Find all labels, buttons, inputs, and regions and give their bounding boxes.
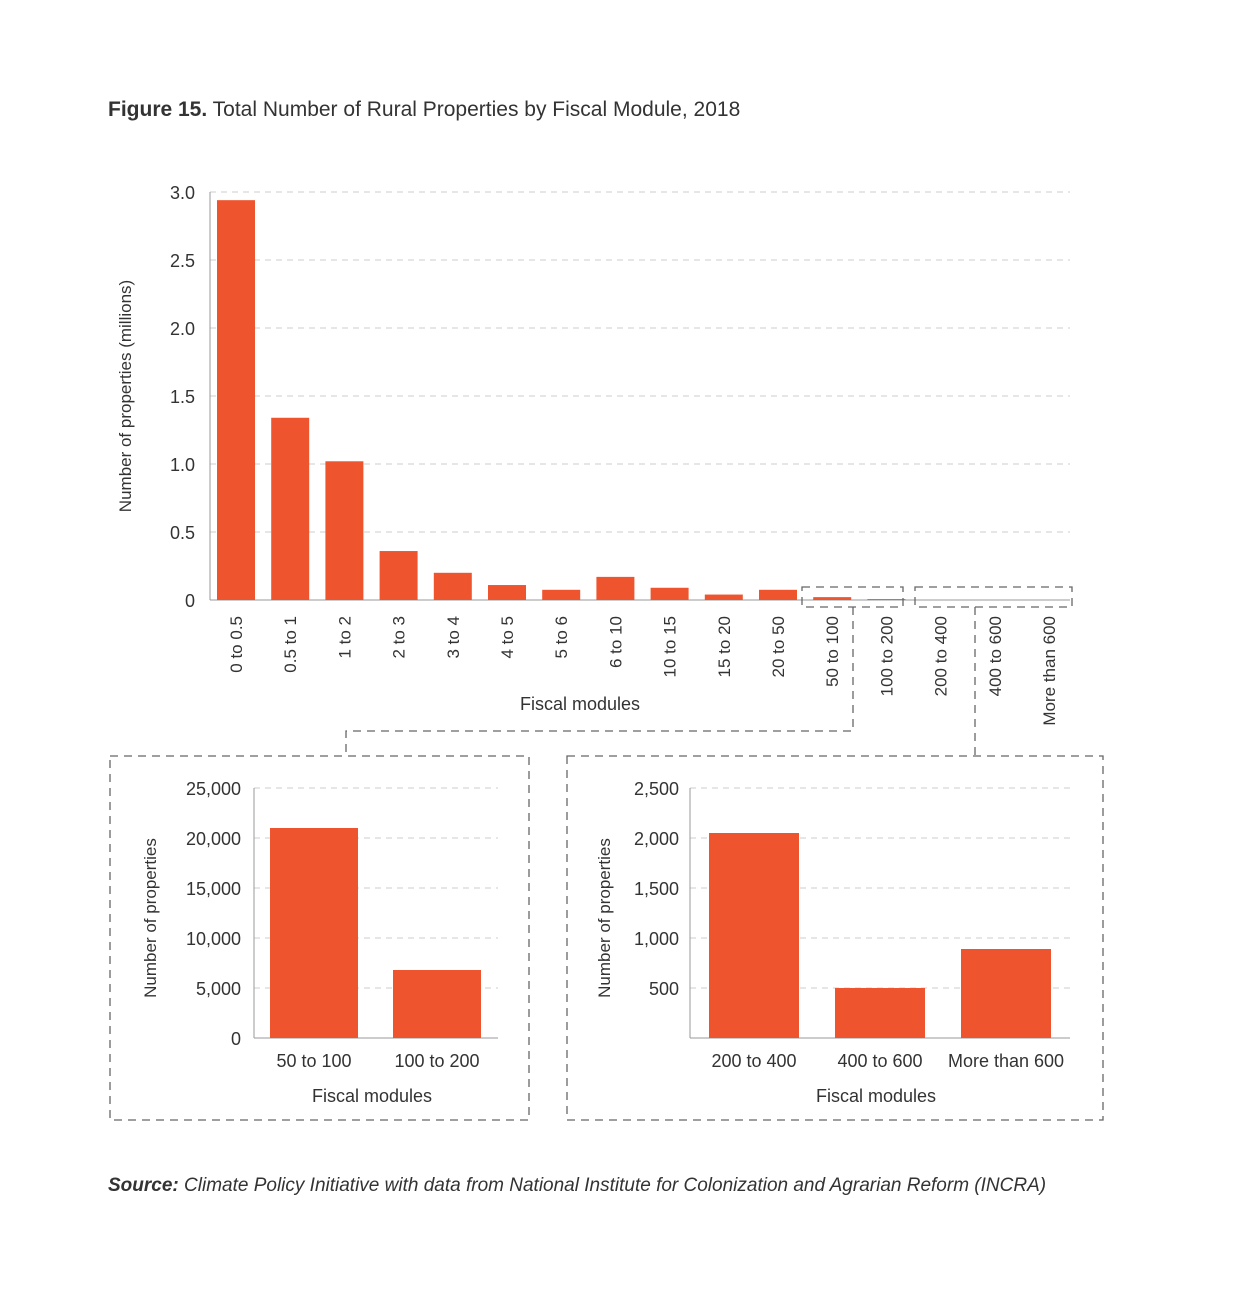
x-tick-label: 50 to 100 xyxy=(823,616,843,687)
x-tick-label: 400 to 600 xyxy=(837,1051,923,1071)
source-note xyxy=(108,1175,1046,1197)
x-tick-label: 200 to 400 xyxy=(931,616,951,697)
y-tick-label: 0 xyxy=(184,591,195,611)
y-tick-label: 1.0 xyxy=(169,455,195,475)
x-tick-label: More than 600 xyxy=(947,1051,1065,1071)
bar xyxy=(709,833,799,1038)
x-tick-label: 0.5 to 1 xyxy=(281,616,301,673)
x-axis-title: Fiscal modules xyxy=(311,1086,433,1106)
x-tick-label: 15 to 20 xyxy=(714,616,734,678)
bar xyxy=(867,599,905,600)
y-tick-label: 10,000 xyxy=(185,929,241,949)
bar xyxy=(759,590,797,600)
x-axis-title: Fiscal modules xyxy=(815,1086,937,1106)
y-tick-label: 2.5 xyxy=(169,251,195,271)
bar xyxy=(393,970,481,1038)
bar xyxy=(271,418,309,600)
x-tick-label: 200 to 400 xyxy=(711,1051,797,1071)
x-tick-label: More than 600 xyxy=(1040,616,1059,726)
y-tick-label: 1.5 xyxy=(169,387,195,407)
y-tick-label: 0.5 xyxy=(169,523,195,543)
y-tick-label: 5,000 xyxy=(195,979,241,999)
x-tick-label: 3 to 4 xyxy=(443,616,463,659)
y-tick-label: 2,000 xyxy=(633,829,679,849)
source-label: Source: xyxy=(108,1175,179,1196)
x-tick-label: 6 to 10 xyxy=(606,616,626,668)
y-tick-label: 0 xyxy=(230,1029,241,1049)
figure-title-text: Total Number of Rural Properties by Fiscal Module, 2018 xyxy=(212,98,741,121)
y-axis-title: Number of properties xyxy=(595,838,614,998)
figure-label: Figure 15. xyxy=(108,98,208,121)
bar xyxy=(596,577,634,600)
y-tick-label: 2,500 xyxy=(633,779,679,799)
x-tick-label: 1 to 2 xyxy=(335,616,355,659)
x-tick-label: 100 to 200 xyxy=(877,616,897,697)
y-axis-title: Number of properties xyxy=(141,838,160,998)
bar xyxy=(325,461,363,600)
y-tick-label: 15,000 xyxy=(185,879,241,899)
x-tick-label: 2 to 3 xyxy=(389,616,409,659)
x-tick-label: 100 to 200 xyxy=(394,1051,480,1071)
bar xyxy=(270,828,358,1038)
y-tick-label: 500 xyxy=(648,979,679,999)
y-tick-label: 25,000 xyxy=(185,779,241,799)
x-tick-label: 5 to 6 xyxy=(552,616,572,659)
callout-box-large xyxy=(915,587,1072,607)
bar xyxy=(217,200,255,600)
x-tick-label: 0 to 0.5 xyxy=(227,616,246,673)
x-tick-label: 50 to 100 xyxy=(276,1051,352,1071)
bar xyxy=(380,551,418,600)
bar xyxy=(705,595,743,600)
x-tick-label: 400 to 600 xyxy=(985,616,1005,697)
x-tick-label: 4 to 5 xyxy=(498,616,517,659)
y-tick-label: 1,000 xyxy=(633,929,679,949)
x-axis-title: Fiscal modules xyxy=(519,694,641,714)
y-axis-title: Number of properties (millions) xyxy=(116,279,135,513)
y-tick-label: 20,000 xyxy=(185,829,241,849)
bar xyxy=(488,585,526,600)
callout-box-small xyxy=(802,587,903,607)
y-tick-label: 1,500 xyxy=(633,879,679,899)
y-tick-label: 3.0 xyxy=(169,183,195,203)
x-tick-label: 10 to 15 xyxy=(660,616,680,678)
bar xyxy=(434,573,472,600)
y-tick-label: 2.0 xyxy=(169,319,195,339)
bar xyxy=(542,590,580,600)
bar xyxy=(813,597,851,600)
bar xyxy=(651,588,689,600)
source-text: Climate Policy Initiative with data from National Institute for Colonization and Agrarian Reform (INCRA) xyxy=(184,1175,1047,1196)
x-tick-label: 20 to 50 xyxy=(769,616,788,678)
bar xyxy=(835,988,925,1038)
bar xyxy=(961,949,1051,1038)
